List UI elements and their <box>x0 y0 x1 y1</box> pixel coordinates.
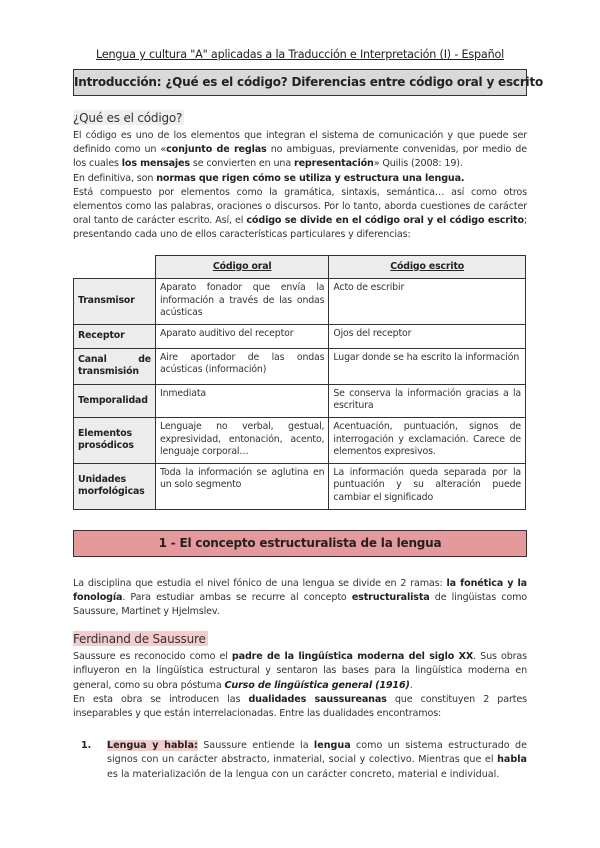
text: La disciplina que estudia el nivel fónico de una lengua se divide en 2 ramas: <box>73 577 447 589</box>
text: El código es uno de los elementos que integran el sistema de comunicación y que puede ser definido como un « <box>73 130 527 156</box>
document-title: Lengua y cultura "A" aplicadas a la Traducción e Interpretación (I) - Español <box>95 48 505 61</box>
table-row <box>74 417 526 463</box>
text: . Sus obras influyeron en la lingüística estructural y sentaron las bases para la lingüística moderna en general, como su obra póstuma <box>73 651 528 691</box>
table-row <box>74 325 526 349</box>
row-label: Receptor <box>74 325 156 349</box>
bold-text: los mensajes <box>121 158 190 170</box>
cell-escrito: Acentuación, puntuación, signos de interrogación y exclamación. Carece de elementos expresivos. <box>329 417 526 463</box>
table-row <box>74 348 526 384</box>
phonic-level-paragraph <box>73 577 527 620</box>
code-summary-paragraph <box>73 172 527 186</box>
saussure-heading: Ferdinand de Saussure <box>73 632 206 647</box>
row-label: Elementos prosódicos <box>74 417 156 463</box>
text: En esta obra se introducen las <box>73 693 249 705</box>
book-title: Curso de lingüística general (1916) <box>224 679 410 691</box>
text: no ambiguas, previamente convenidas, por medio de los cuales <box>73 144 527 170</box>
code-definition-paragraph <box>73 129 527 172</box>
text: Saussure entiende la <box>197 740 314 752</box>
column-header-oral: Código oral <box>156 255 329 279</box>
table-row <box>74 384 526 417</box>
row-label: Transmisor <box>74 279 156 325</box>
cell-escrito: Se conserva la información gracias a la escritura <box>329 384 526 417</box>
text: como un sistema estructurado de signos con un carácter abstracto, inmaterial, social y colectivo. Mientras que el <box>107 740 527 766</box>
table-header-row <box>74 255 526 279</box>
cell-oral: Aparato fonador que envía la información a través de las ondas acústicas <box>156 279 329 325</box>
cell-oral: Aparato auditivo del receptor <box>156 325 329 349</box>
list-item-label: Lengua y habla: <box>107 740 198 752</box>
code-composition-paragraph <box>73 186 527 243</box>
dualities-list <box>73 739 527 782</box>
cell-escrito: La información queda separada por la puntuación y su alteración puede cambiar el significado <box>329 463 526 509</box>
dualities-paragraph <box>73 693 527 721</box>
list-item-body <box>107 739 527 782</box>
document-page <box>73 48 544 782</box>
cell-oral: Toda la información se aglutina en un solo segmento <box>156 463 329 509</box>
column-header-escrito: Código escrito <box>329 255 526 279</box>
cell-oral: Lenguaje no verbal, gestual, expresividad, entonación, acento, lenguaje corporal… <box>156 417 329 463</box>
text: . <box>409 679 413 691</box>
row-label: Unidades morfológicas <box>74 463 156 509</box>
row-label: Canal de transmisión <box>74 348 156 384</box>
text: se convierten en una <box>189 158 294 170</box>
section-1-heading-box: 1 - El concepto estructuralista de la lengua <box>73 530 527 557</box>
text: ; presentando cada uno de ellos características particulares y diferencias: <box>73 215 527 241</box>
bold-text: dualidades saussureanas <box>248 693 387 705</box>
text: que constituyen 2 partes inseparables y que están interrelacionadas. Entre las dualidades encontramos: <box>73 693 527 719</box>
list-item-number: 1. <box>81 740 92 752</box>
text: » Quilis (2008: 19). <box>373 158 463 170</box>
text: es la materialización de la lengua con un carácter concreto, material e individual. <box>107 768 500 780</box>
saussure-intro-paragraph <box>73 650 527 693</box>
bold-text: padre de la lingüística moderna del siglo XX <box>231 651 474 663</box>
bold-text: código se divide en el código oral y el código escrito <box>246 215 524 227</box>
what-is-code-heading: ¿Qué es el código? <box>73 111 183 125</box>
bold-text: representación <box>293 158 374 170</box>
table-corner-cell <box>74 255 156 279</box>
intro-heading-box: Introducción: ¿Qué es el código? Diferencias entre código oral y escrito <box>73 69 527 96</box>
row-label: Temporalidad <box>74 384 156 417</box>
bold-text: estructuralista <box>351 591 430 603</box>
cell-escrito: Acto de escribir <box>329 279 526 325</box>
bold-text: normas que rigen cómo se utiliza y estructura una lengua. <box>156 172 465 184</box>
cell-escrito: Ojos del receptor <box>329 325 526 349</box>
cell-escrito: Lugar donde se ha escrito la información <box>329 348 526 384</box>
table-row <box>74 279 526 325</box>
text: En definitiva, son <box>73 172 157 184</box>
bold-text: habla <box>497 754 527 766</box>
text: de lingüistas como Saussure, Martinet y Hjelmslev. <box>73 591 527 617</box>
bold-text: lengua <box>313 740 351 752</box>
list-item <box>73 739 527 782</box>
text: . Para estudiar ambas se recurre al concepto <box>122 591 352 603</box>
cell-oral: Inmediata <box>156 384 329 417</box>
comparison-table <box>73 255 526 510</box>
cell-oral: Aire aportador de las ondas acústicas (información) <box>156 348 329 384</box>
text: Está compuesto por elementos como la gramática, sintaxis, semántica… así como otros elementos como las palabras, oraciones o discursos. Por lo tanto, aborda cuestiones de carácter oral tanto de carácter escrito. Así, el <box>73 186 527 227</box>
bold-text: conjunto de reglas <box>166 144 267 156</box>
bold-text: la fonética y la fonología <box>73 577 527 603</box>
table-row <box>74 463 526 509</box>
text: Saussure es reconocido como el <box>73 651 232 663</box>
